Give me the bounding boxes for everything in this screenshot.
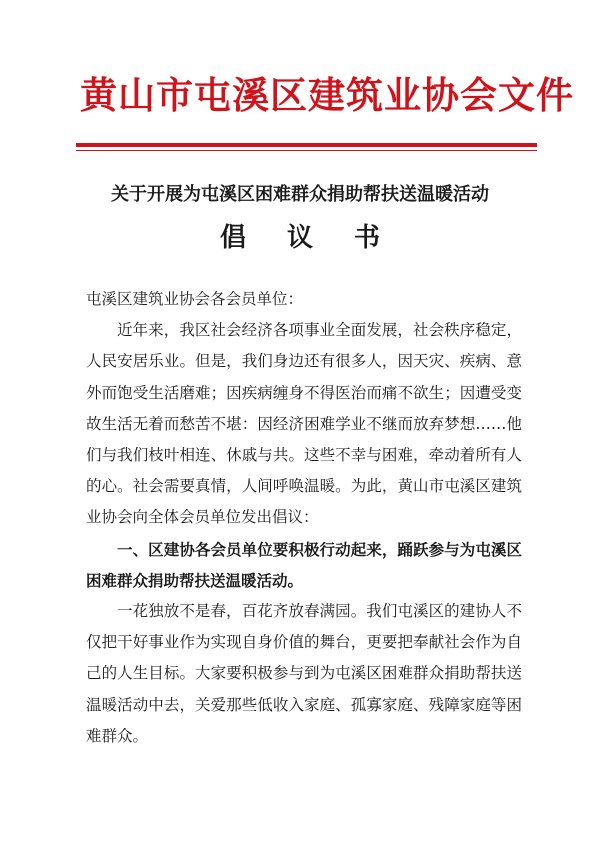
document-subject: 关于开展为屯溪区困难群众捐助帮扶送温暖活动	[111, 184, 489, 205]
paragraph-body-1: 一花独放不是春，百花齐放春满园。我们屯溪区的建协人不仅把干好事业作为实现自身价值的舞台，更要把奉献社会作为自己的人生目标。大家要积极参与到为屯溪区困难群众捐助帮扶送温暖活动中去，关爱那些低收入家庭、孤寡家庭、残障家庭等困难群众。	[86, 602, 522, 745]
document-body	[86, 284, 522, 752]
masthead-red-thin-rule	[76, 150, 537, 151]
masthead-title: 黄山市屯溪区建筑业协会文件	[80, 73, 574, 117]
salutation: 屯溪区建筑业协会各会员单位：	[86, 290, 304, 308]
document-title: 倡 议 书	[219, 223, 397, 253]
masthead-red-rule	[76, 143, 537, 147]
paragraph-heading-1: 一、区建协各会员单位要积极行动起来，踊跃参与为屯溪区困难群众捐助帮扶送温暖活动。	[86, 539, 522, 590]
paragraph-intro: 近年来，我区社会经济各项事业全面发展，社会秩序稳定，人民安居乐业。但是，我们身边还有很多人，因天灾、疾病、意外而饱受生活磨难；因疾病缠身不得医治而痛不欲生；因遭受变故生活无着而愁苦不堪：因经济困难学业不继而放弃梦想……他们与我们枝叶相连、休戚与共。这些不幸与困难，牵动着所有人的心。社会需要真情，人间呼唤温暖。为此，黄山市屯溪区建筑业协会向全体会员单位发出倡议：	[86, 321, 522, 527]
